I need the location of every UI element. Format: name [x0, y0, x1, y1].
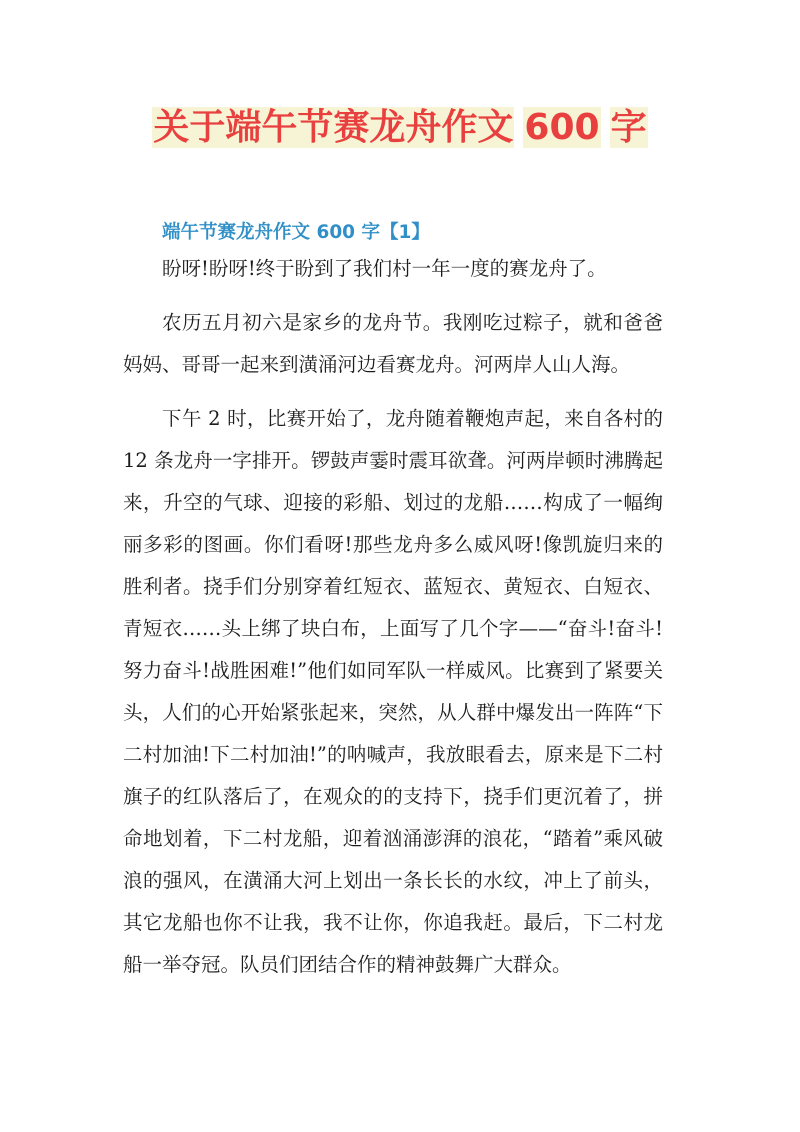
title-part-suffix: 字	[610, 107, 647, 148]
document-title	[0, 104, 800, 152]
document-body	[123, 248, 663, 998]
title-part-number: 600	[524, 107, 600, 148]
paragraph: 下午 2 时，比赛开始了，龙舟随着鞭炮声起，来自各村的 12 条龙舟一字排开。锣鼓声霎时震耳欲聋。河两岸顿时沸腾起来，升空的气球、迎接的彩船、划过的龙船……构成了一幅绚丽多彩的图画。你们看呀!那些龙舟多么威风呀!像凯旋归来的胜利者。挠手们分别穿着红短衣、蓝短衣、黄短衣、白短衣、青短衣……头上绑了块白布，上面写了几个字——“奋斗!奋斗!努力奋斗!战胜困难!”他们如同军队一样威风。比赛到了紧要关头，人们的心开始紧张起来，突然，从人群中爆发出一阵阵“下二村加油!下二村加油!”的呐喊声，我放眼看去，原来是下二村旗子的红队落后了，在观众的的支持下，挠手们更沉着了，拼命地划着，下二村龙船，迎着汹涌澎湃的浪花，“踏着”乘风破浪的强风，在潢涌大河上划出一条长长的水纹，冲上了前头，其它龙船也你不让我，我不让你，你追我赶。最后，下二村龙船一举夺冠。队员们团结合作的精神鼓舞广大群众。	[123, 407, 663, 976]
section-heading: 端午节赛龙舟作文 600 字【1】	[162, 222, 430, 243]
paragraph: 盼呀!盼呀!终于盼到了我们村一年一度的赛龙舟了。	[162, 257, 607, 280]
paragraph: 农历五月初六是家乡的龙舟节。我刚吃过粽子，就和爸爸妈妈、哥哥一起来到潢涌河边看赛龙舟。河两岸人山人海。	[123, 311, 663, 376]
title-part-main: 关于端午节赛龙舟作文	[153, 107, 514, 148]
